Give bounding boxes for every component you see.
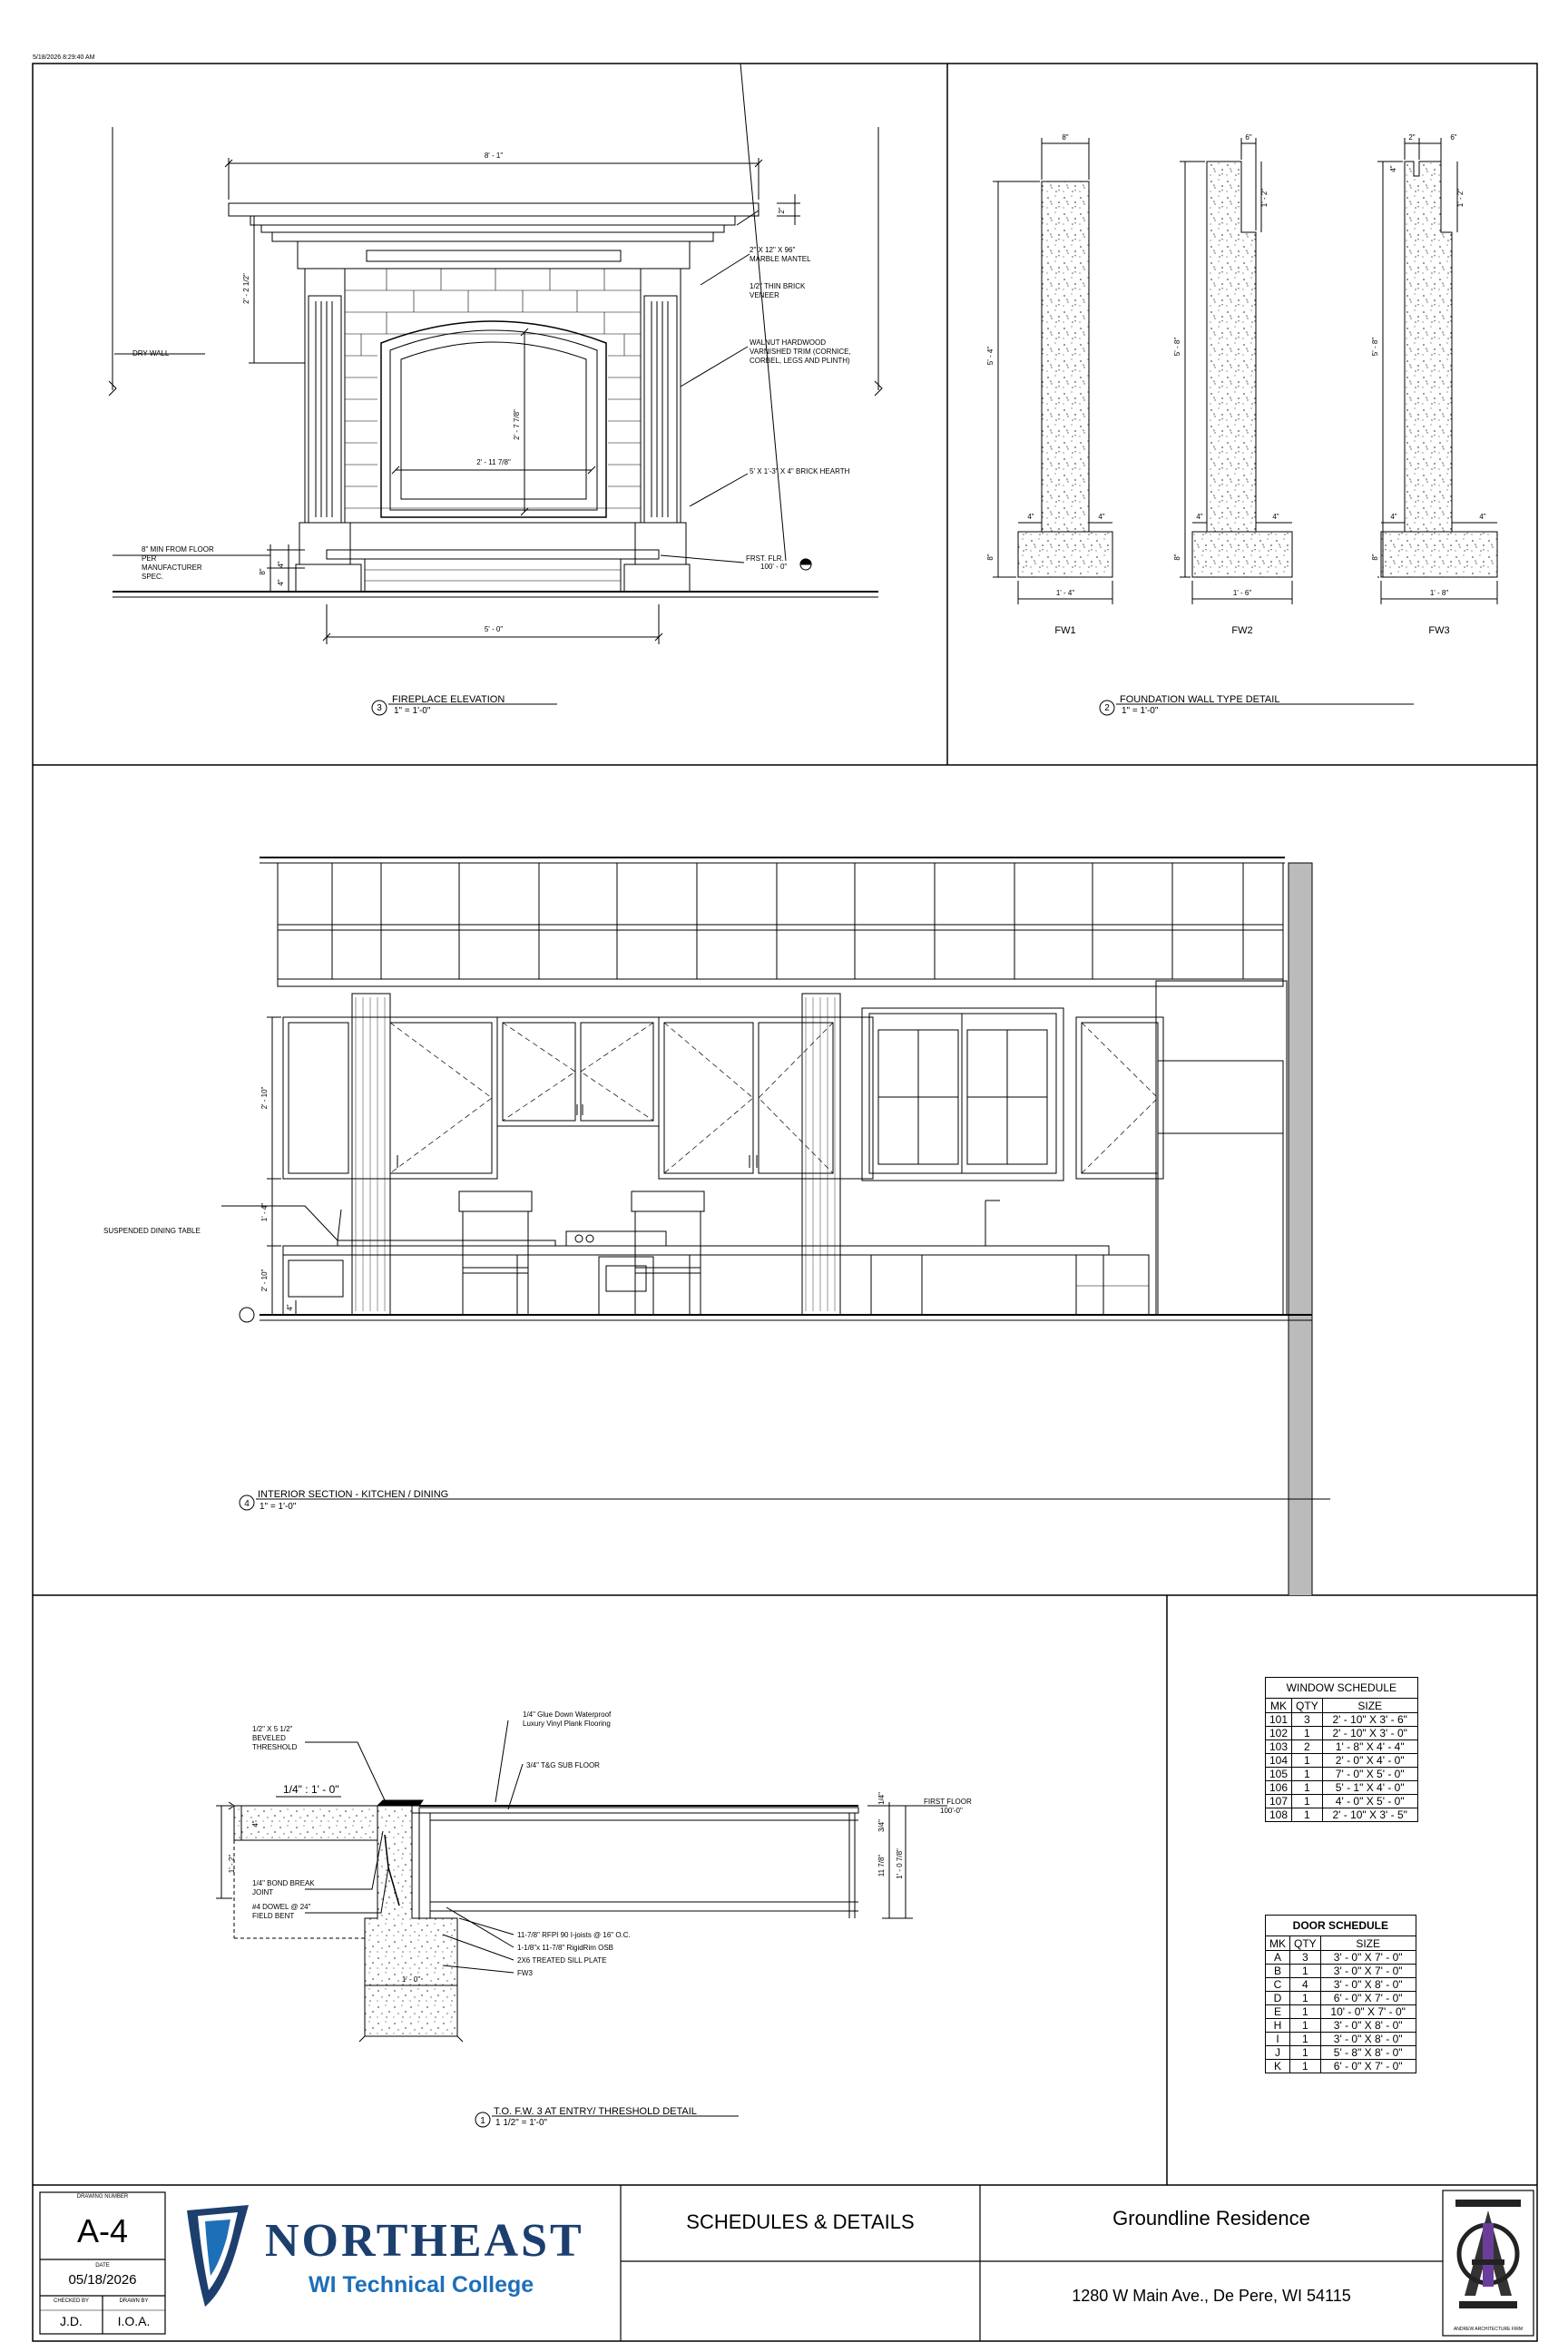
door-schedule-title: DOOR SCHEDULE bbox=[1266, 1916, 1416, 1936]
ds-cell: 1 bbox=[1290, 2046, 1321, 2060]
ds-cell: C bbox=[1266, 1978, 1290, 1992]
fw3-name: FW3 bbox=[1428, 625, 1450, 636]
ws-cell: 1 bbox=[1292, 1808, 1323, 1822]
ds-cell: I bbox=[1266, 2033, 1290, 2046]
ws-cell: 106 bbox=[1266, 1781, 1292, 1795]
project-name: Groundline Residence bbox=[1112, 2207, 1310, 2230]
school-subtitle: WI Technical College bbox=[309, 2272, 534, 2298]
fp-label-hearth: 5' X 1'-3" X 4" BRICK HEARTH bbox=[750, 467, 850, 475]
fw2-right4: 4" bbox=[1272, 513, 1279, 521]
ds-cell: 5' - 8" X 8' - 0" bbox=[1320, 2046, 1416, 2060]
kitchen-dim-upper: 2' - 10" bbox=[260, 1086, 269, 1110]
td-view-number: 1 bbox=[480, 2116, 485, 2126]
firm-logo-caption: ANDREW ARCHITECTURE FIRM bbox=[1453, 2327, 1524, 2332]
ws-cell: 1 bbox=[1292, 1754, 1323, 1768]
fp-dim-mantel: 2" bbox=[778, 207, 786, 214]
ws-cell: 107 bbox=[1266, 1795, 1292, 1808]
fw3-top-b: 6" bbox=[1450, 133, 1457, 142]
ds-cell: 1 bbox=[1290, 1965, 1321, 1978]
ds-cell: 1 bbox=[1290, 2019, 1321, 2033]
ws-cell: 7' - 0" X 5' - 0" bbox=[1322, 1768, 1417, 1781]
td-rimboard: 1-1/8"x 11-7/8" RigidRim OSB bbox=[517, 1944, 614, 1952]
fw1-height: 5' - 4" bbox=[986, 346, 995, 366]
fw2-footing-w: 1' - 6" bbox=[1232, 589, 1252, 597]
fw3-side: 4" bbox=[1389, 165, 1397, 172]
td-dim-1178: 11 7/8" bbox=[877, 1854, 886, 1877]
ws-cell: 4' - 0" X 5' - 0" bbox=[1322, 1795, 1417, 1808]
checked-by: J.D. bbox=[60, 2314, 83, 2328]
td-sill: 2X6 TREATED SILL PLATE bbox=[517, 1956, 607, 1965]
fp-label-brick-2: VENEER bbox=[750, 291, 779, 299]
ds-cell: E bbox=[1266, 2005, 1290, 2019]
ws-cell: 102 bbox=[1266, 1727, 1292, 1740]
fw2-step: 1' - 2" bbox=[1260, 188, 1269, 208]
ws-cell: 105 bbox=[1266, 1768, 1292, 1781]
td-slope: 1/4" : 1' - 0" bbox=[283, 1783, 339, 1796]
fp-dim-overall: 8' - 1" bbox=[484, 152, 504, 160]
fp-dim-opening-width: 2' - 11 7/8" bbox=[476, 458, 511, 466]
ds-cell: 3' - 0" X 7' - 0" bbox=[1320, 1951, 1416, 1965]
td-view-title: T.O. F.W. 3 AT ENTRY/ THRESHOLD DETAIL bbox=[494, 2106, 697, 2117]
fw3-step: 1' - 2" bbox=[1456, 188, 1465, 208]
td-bond-2: JOINT bbox=[252, 1888, 274, 1896]
fw3-footing-w: 1' - 8" bbox=[1429, 589, 1449, 597]
ds-cell: K bbox=[1266, 2060, 1290, 2073]
ds-cell: 10' - 0" X 7' - 0" bbox=[1320, 2005, 1416, 2019]
td-subfloor: 3/4" T&G SUB FLOOR bbox=[526, 1761, 600, 1769]
ws-header-size: SIZE bbox=[1322, 1699, 1417, 1713]
ws-cell: 2 bbox=[1292, 1740, 1323, 1754]
ds-cell: 1 bbox=[1290, 2060, 1321, 2073]
fw3-right4: 4" bbox=[1479, 513, 1486, 521]
ds-cell: 3' - 0" X 7' - 0" bbox=[1320, 1965, 1416, 1978]
drawing-number: A-4 bbox=[76, 2212, 129, 2249]
fp-label-frst-flr: FRST. FLR. bbox=[746, 554, 784, 563]
fp-dim-4a: 4" bbox=[277, 561, 285, 568]
fp-dim-opening-height: 2' - 7 7/8" bbox=[513, 409, 521, 440]
fw1-footing-w: 1' - 4" bbox=[1055, 589, 1075, 597]
fp-label-trim-2: VARNISHED TRIM (CORNICE, bbox=[750, 348, 851, 356]
kitchen-label-table: SUSPENDED DINING TABLE bbox=[103, 1227, 201, 1235]
fw3-left4: 4" bbox=[1390, 513, 1397, 521]
ds-cell: 3 bbox=[1290, 1951, 1321, 1965]
fp-dim-hearth-width: 5' - 0" bbox=[484, 625, 504, 633]
fw1-left4: 4" bbox=[1027, 513, 1034, 521]
ds-cell: 3' - 0" X 8' - 0" bbox=[1320, 2033, 1416, 2046]
fp-label-min-1: 8" MIN FROM FLOOR bbox=[142, 545, 214, 554]
td-beveled-1: 1/2" X 5 1/2" bbox=[252, 1725, 293, 1733]
fp-label-min-3: MANUFACTURER bbox=[142, 564, 202, 572]
school-shield-icon bbox=[181, 2201, 254, 2310]
ds-cell: 1 bbox=[1290, 1992, 1321, 2005]
fw3-height: 5' - 8" bbox=[1371, 337, 1379, 357]
fw1-footing-h: 8" bbox=[986, 554, 995, 561]
ds-cell: 3' - 0" X 8' - 0" bbox=[1320, 2019, 1416, 2033]
td-fw3: FW3 bbox=[517, 1969, 533, 1977]
ds-header-mk: MK bbox=[1266, 1936, 1290, 1951]
fp-label-trim-3: CORBEL, LEGS AND PLINTH) bbox=[750, 357, 850, 365]
td-dim-14: 1/4" bbox=[877, 1792, 886, 1805]
ws-cell: 104 bbox=[1266, 1754, 1292, 1768]
ws-cell: 3 bbox=[1292, 1713, 1323, 1727]
kitchen-dim-toe: 4" bbox=[286, 1304, 294, 1311]
ws-cell: 101 bbox=[1266, 1713, 1292, 1727]
date-value: 05/18/2026 bbox=[68, 2272, 137, 2288]
td-dim-4: 4" bbox=[251, 1820, 260, 1828]
window-schedule-title: WINDOW SCHEDULE bbox=[1266, 1678, 1418, 1699]
drawing-number-label: DRAWING NUMBER bbox=[76, 2194, 129, 2200]
ds-cell: 4 bbox=[1290, 1978, 1321, 1992]
fw2-footing-h: 8" bbox=[1173, 554, 1181, 561]
ws-cell: 108 bbox=[1266, 1808, 1292, 1822]
ds-cell: D bbox=[1266, 1992, 1290, 2005]
ws-cell: 2' - 10" X 3' - 6" bbox=[1322, 1713, 1417, 1727]
fp-label-dry-wall: DRY WALL bbox=[132, 349, 170, 358]
print-timestamp: 5/18/2026 8:29:40 AM bbox=[33, 54, 95, 61]
td-glue-1: 1/4" Glue Down Waterproof bbox=[523, 1710, 612, 1719]
fp-view-number: 3 bbox=[377, 703, 382, 713]
fw3-footing-h: 8" bbox=[1371, 554, 1379, 561]
fw-view-number: 2 bbox=[1104, 703, 1110, 713]
date-label: DATE bbox=[95, 2263, 110, 2269]
td-dowel-1: #4 DOWEL @ 24" bbox=[252, 1903, 311, 1911]
ws-header-mk: MK bbox=[1266, 1699, 1292, 1713]
ws-cell: 1 bbox=[1292, 1781, 1323, 1795]
fw1-right4: 4" bbox=[1098, 513, 1105, 521]
ds-cell: 1 bbox=[1290, 2033, 1321, 2046]
ds-cell: 3' - 0" X 8' - 0" bbox=[1320, 1978, 1416, 1992]
fp-view-scale: 1" = 1'-0" bbox=[394, 706, 431, 716]
td-first-floor: FIRST FLOOR bbox=[924, 1798, 972, 1806]
fw2-height: 5' - 8" bbox=[1173, 337, 1181, 357]
td-dowel-2: FIELD BENT bbox=[252, 1912, 295, 1920]
td-ijoists: 11-7/8" RFPI 90 I-joists @ 16" O.C. bbox=[517, 1931, 631, 1939]
td-dim-1078: 1' - 0 7/8" bbox=[896, 1848, 904, 1879]
fp-label-mantel-2: MARBLE MANTEL bbox=[750, 255, 811, 263]
ds-cell: A bbox=[1266, 1951, 1290, 1965]
fp-dim-4b: 4" bbox=[277, 579, 285, 586]
fp-label-min-2: PER bbox=[142, 554, 157, 563]
td-dim-34: 3/4" bbox=[877, 1819, 886, 1832]
fw2-left4: 4" bbox=[1196, 513, 1203, 521]
fw2-top: 6" bbox=[1245, 133, 1252, 142]
kitchen-dim-gap: 1' - 4" bbox=[260, 1202, 269, 1222]
ds-cell: J bbox=[1266, 2046, 1290, 2060]
school-name: NORTHEAST bbox=[265, 2215, 584, 2267]
sheet-title: SCHEDULES & DETAILS bbox=[686, 2210, 915, 2233]
ws-cell: 1 bbox=[1292, 1795, 1323, 1808]
project-address: 1280 W Main Ave., De Pere, WI 54115 bbox=[1072, 2287, 1351, 2305]
ds-cell: 6' - 0" X 7' - 0" bbox=[1320, 1992, 1416, 2005]
fw-view-scale: 1" = 1'-0" bbox=[1122, 706, 1159, 716]
ws-cell: 1' - 8" X 4' - 4" bbox=[1322, 1740, 1417, 1754]
td-view-scale: 1 1/2" = 1'-0" bbox=[495, 2118, 548, 2128]
kitchen-dim-lower: 2' - 10" bbox=[260, 1269, 269, 1292]
ws-cell: 103 bbox=[1266, 1740, 1292, 1754]
td-dim-10: 1' - 0" bbox=[401, 1975, 421, 1984]
ds-cell: 1 bbox=[1290, 2005, 1321, 2019]
fp-dim-height: 2' - 2 1/2" bbox=[242, 273, 250, 304]
td-first-floor-elev: 100'-0" bbox=[940, 1807, 963, 1815]
fp-label-frst-flr-elev: 100' - 0" bbox=[760, 563, 788, 571]
fp-label-brick-1: 1/2" THIN BRICK bbox=[750, 282, 806, 290]
td-beveled-3: THRESHOLD bbox=[252, 1743, 298, 1751]
ds-cell: 6' - 0" X 7' - 0" bbox=[1320, 2060, 1416, 2073]
ws-cell: 5' - 1" X 4' - 0" bbox=[1322, 1781, 1417, 1795]
ds-header-size: SIZE bbox=[1320, 1936, 1416, 1951]
td-glue-2: Luxury Vinyl Plank Flooring bbox=[523, 1720, 611, 1728]
fp-view-title: FIREPLACE ELEVATION bbox=[392, 694, 505, 705]
ws-cell: 2' - 10" X 3' - 0" bbox=[1322, 1727, 1417, 1740]
drawn-by: I.O.A. bbox=[117, 2314, 151, 2328]
checked-by-label: CHECKED BY bbox=[53, 2298, 89, 2304]
td-dim-12: 1' - 2" bbox=[228, 1854, 236, 1874]
kitchen-view-scale: 1" = 1'-0" bbox=[260, 1502, 297, 1512]
fw1-name: FW1 bbox=[1054, 625, 1076, 636]
td-bond-1: 1/4" BOND BREAK bbox=[252, 1879, 315, 1887]
fp-dim-8: 8" bbox=[259, 568, 267, 575]
drawn-by-label: DRAWN BY bbox=[119, 2298, 149, 2304]
fw3-top-a: 2" bbox=[1408, 133, 1416, 142]
ws-cell: 1 bbox=[1292, 1768, 1323, 1781]
ds-cell: B bbox=[1266, 1965, 1290, 1978]
ws-cell: 2' - 0" X 4' - 0" bbox=[1322, 1754, 1417, 1768]
fw-view-title: FOUNDATION WALL TYPE DETAIL bbox=[1120, 694, 1280, 705]
td-beveled-2: BEVELED bbox=[252, 1734, 286, 1742]
fw1-top: 8" bbox=[1062, 133, 1069, 142]
ws-cell: 2' - 10" X 3' - 5" bbox=[1322, 1808, 1417, 1822]
fw2-name: FW2 bbox=[1231, 625, 1253, 636]
ws-cell: 1 bbox=[1292, 1727, 1323, 1740]
fp-label-mantel-1: 2" X 12" X 96" bbox=[750, 246, 796, 254]
fp-label-trim-1: WALNUT HARDWOOD bbox=[750, 338, 826, 347]
kitchen-view-title: INTERIOR SECTION - KITCHEN / DINING bbox=[258, 1489, 449, 1500]
fp-label-min-4: SPEC. bbox=[142, 573, 164, 581]
kitchen-view-number: 4 bbox=[244, 1499, 250, 1509]
ds-header-qty: QTY bbox=[1290, 1936, 1321, 1951]
ws-header-qty: QTY bbox=[1292, 1699, 1323, 1713]
firm-logo-icon bbox=[1446, 2196, 1530, 2328]
ds-cell: H bbox=[1266, 2019, 1290, 2033]
